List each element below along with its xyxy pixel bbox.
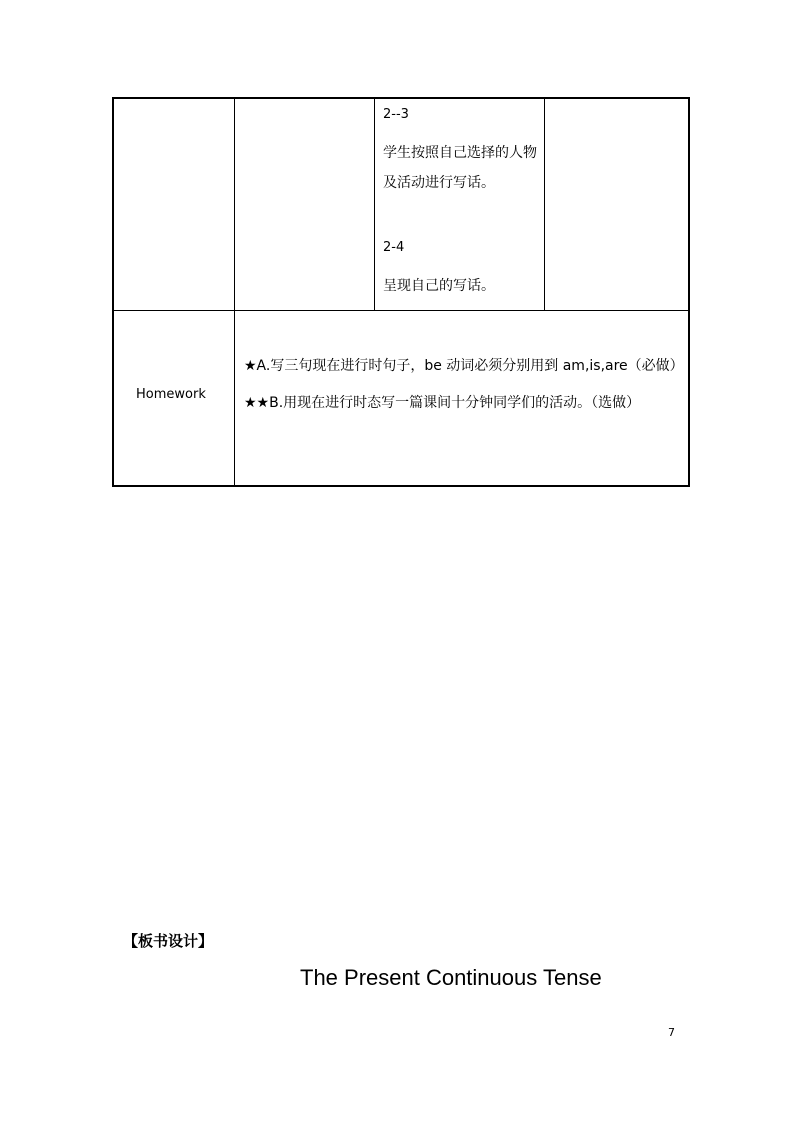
table-left-border (112, 97, 114, 487)
homework-item-b: ★★B.用现在进行时态写一篇课间十分钟同学们的活动。（选做） (244, 395, 641, 411)
homework-content (244, 352, 684, 426)
homework-item-a: ★A.写三句现在进行时句子，be 动词必须分别用到 am,is,are（必做） (244, 358, 684, 374)
step-2-4-text: 呈现自己的写话。 (383, 278, 495, 294)
table-col-divider-2 (374, 97, 375, 311)
step-2-3-label: 2--3 (383, 107, 409, 122)
table-row-divider (112, 310, 690, 311)
step-2-4-label: 2-4 (383, 240, 405, 255)
step-2-3-text: 学生按照自己选择的人物及活动进行写话。 (383, 145, 537, 191)
table-right-border (688, 97, 690, 487)
table-col-divider-1 (234, 97, 235, 487)
table-top-border (112, 97, 690, 99)
table-bottom-border (112, 485, 690, 487)
board-title: The Present Continuous Tense (300, 965, 602, 990)
page-number: 7 (668, 1026, 675, 1039)
lesson-table (112, 97, 690, 487)
board-design-heading: 【板书设计】 (123, 932, 214, 950)
homework-label: Homework (136, 387, 206, 402)
table-col-divider-3 (544, 97, 545, 311)
